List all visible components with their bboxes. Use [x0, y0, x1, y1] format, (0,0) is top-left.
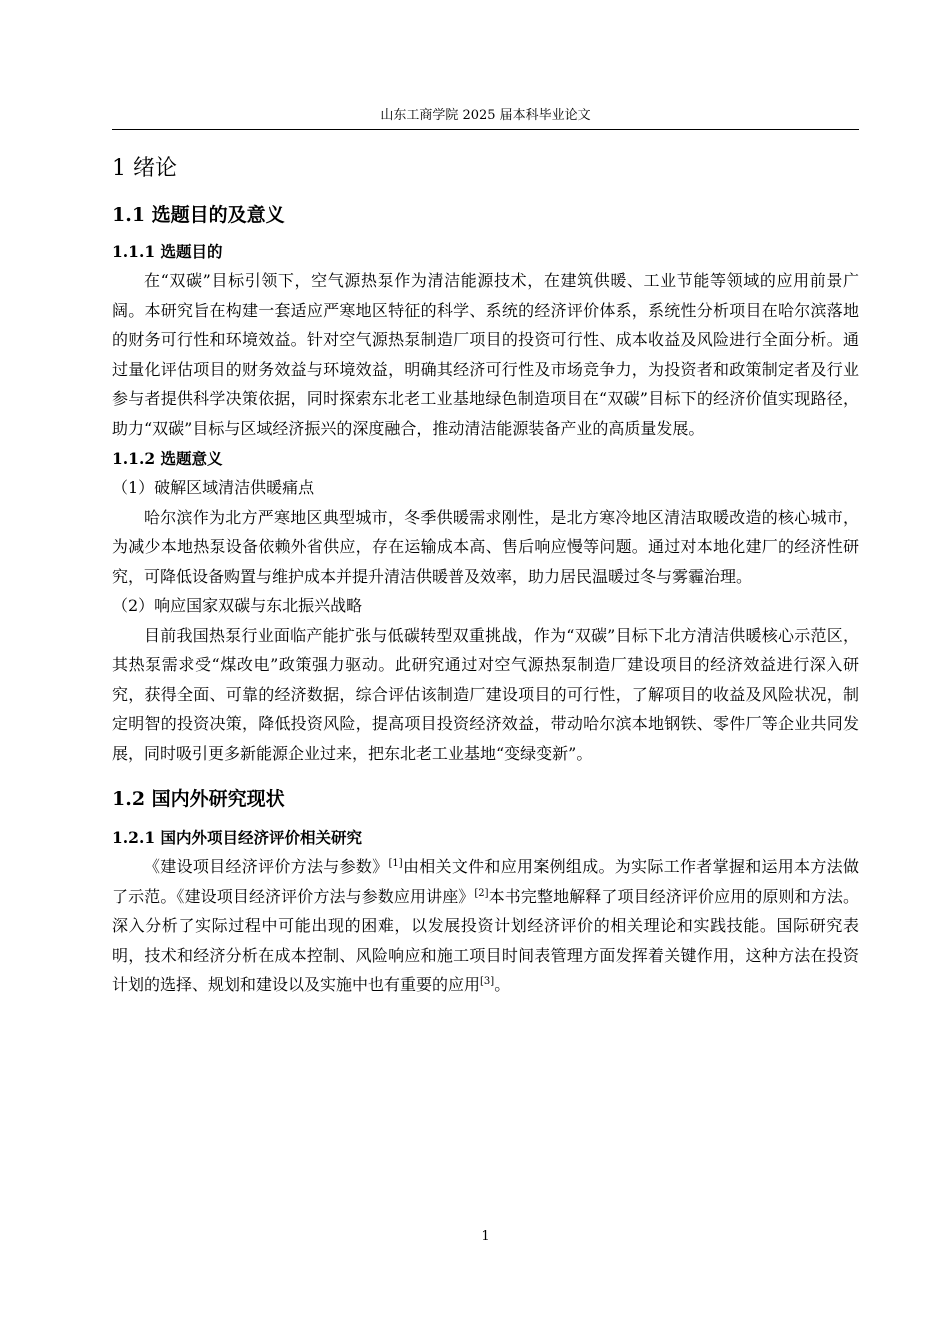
running-header: 山东工商学院 2025 届本科毕业论文 [380, 108, 591, 123]
subsection-title-1-1-2: 1.1.2 选题意义 [112, 449, 223, 468]
section-title-1-1: 1.1 选题目的及意义 [112, 204, 285, 226]
paragraph-research [112, 852, 859, 1000]
citation-1: [1] [388, 858, 403, 869]
subsection-title-1-1-1: 1.1.1 选题目的 [112, 242, 223, 261]
list-item-2: （2）响应国家双碳与东北振兴战略 [112, 596, 363, 615]
page-body [112, 150, 859, 1000]
chapter-title: 1 绪论 [112, 156, 177, 181]
text-segment: 《建设项目经济评价方法与参数》 [144, 857, 389, 876]
citation-2: [2] [474, 887, 489, 899]
paragraph-significance-1: 哈尔滨作为北方严寒地区典型城市，冬季供暖需求刚性，是北方寒冷地区清洁取暖改造的核心城市，为减少本地热泵设备依赖外省供应，存在运输成本高、售后响应慢等问题。通过对本地化建厂的经济性研究，可降低设备购置与维护成本并提升清洁供暖普及效率，助力居民温暖过冬与雾霾治理。 [112, 507, 859, 586]
citation-3: [3] [480, 976, 495, 987]
section-title-1-2: 1.2 国内外研究现状 [112, 788, 285, 810]
text-segment: 本书完整地解释了项目经济评价应用的原则和方法。深入分析了实际过程中可能出现的困难，以发展投资计划经济评价的相关理论和实践技能。国际研究表明，技术和经济分析在成本控制、风险响应和施工项目时间表管理方面发挥着关键作用，这种方法在投资计划的选择、规划和建设以及实施中也有重要的应用 [112, 886, 859, 994]
page-number: 1 [481, 1229, 490, 1244]
list-item-1: （1）破解区域清洁供暖痛点 [112, 478, 315, 497]
text-segment: 由相关文件和应用案例组成。为实际工作者掌握和运用本方法做了示范。《建设项目经济评价方法与参数应用讲座》 [112, 857, 859, 906]
paragraph-purpose: 在“双碳”目标引领下，空气源热泵作为清洁能源技术，在建筑供暖、工业节能等领域的应用前景广阔。本研究旨在构建一套适应严寒地区特征的科学、系统的经济评价体系，系统性分析项目在哈尔滨落地的财务可行性和环境效益。针对空气源热泵制造厂项目的投资可行性、成本收益及风险进行全面分析。通过量化评估项目的财务效益与环境效益，明确其经济可行性及市场竞争力，为投资者和政策制定者及行业参与者提供科学决策依据，同时探索东北老工业基地绿色制造项目在“双碳”目标下的经济价值实现路径，助力“双碳”目标与区域经济振兴的深度融合，推动清洁能源装备产业的高质量发展。 [112, 271, 859, 438]
subsection-title-1-2-1: 1.2.1 国内外项目经济评价相关研究 [112, 828, 363, 847]
paragraph-significance-2: 目前我国热泵行业面临产能扩张与低碳转型双重挑战，作为“双碳”目标下北方清洁供暖核心示范区，其热泵需求受“煤改电”政策强力驱动。此研究通过对空气源热泵制造厂建设项目的经济效益进行深入研究，获得全面、可靠的经济数据，综合评估该制造厂建设项目的可行性，了解项目的收益及风险状况，制定明智的投资决策，降低投资风险，提高项目投资经济效益，带动哈尔滨本地钢铁、零件厂等企业共同发展，同时吸引更多新能源企业过来，把东北老工业基地“变绿变新”。 [112, 625, 859, 763]
text-segment: 。 [494, 975, 511, 994]
header-rule [112, 129, 859, 130]
